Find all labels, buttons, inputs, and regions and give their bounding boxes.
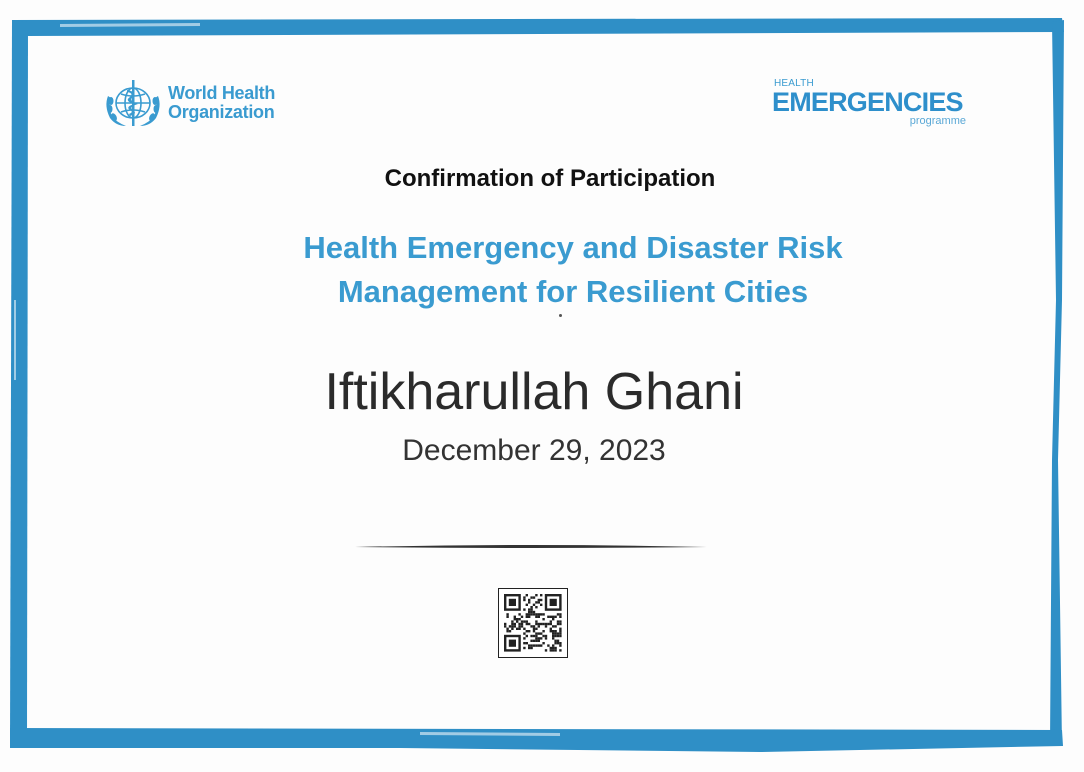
course-title-line1: Health Emergency and Disaster Risk <box>303 230 843 265</box>
who-logo-line2: Organization <box>168 102 275 122</box>
certificate-heading: Confirmation of Participation <box>384 165 716 192</box>
who-logo-line1: World Health <box>168 83 276 103</box>
stray-dot <box>559 314 562 317</box>
hep-logo-main: EMERGENCIES <box>772 87 963 117</box>
course-title-line2: Management for Resilient Cities <box>337 274 809 309</box>
certificate-date: December 29, 2023 <box>402 434 666 467</box>
participant-name: Iftikharullah Ghani <box>324 363 744 421</box>
hep-logo-bottom: programme <box>909 115 966 127</box>
health-emergencies-logo <box>772 78 972 134</box>
signature-line <box>355 543 707 551</box>
qr-code-icon[interactable] <box>498 588 568 658</box>
course-title <box>240 226 906 314</box>
who-emblem-icon <box>102 76 164 130</box>
hep-logo-top: HEALTH <box>774 78 814 89</box>
who-logo <box>102 76 275 130</box>
